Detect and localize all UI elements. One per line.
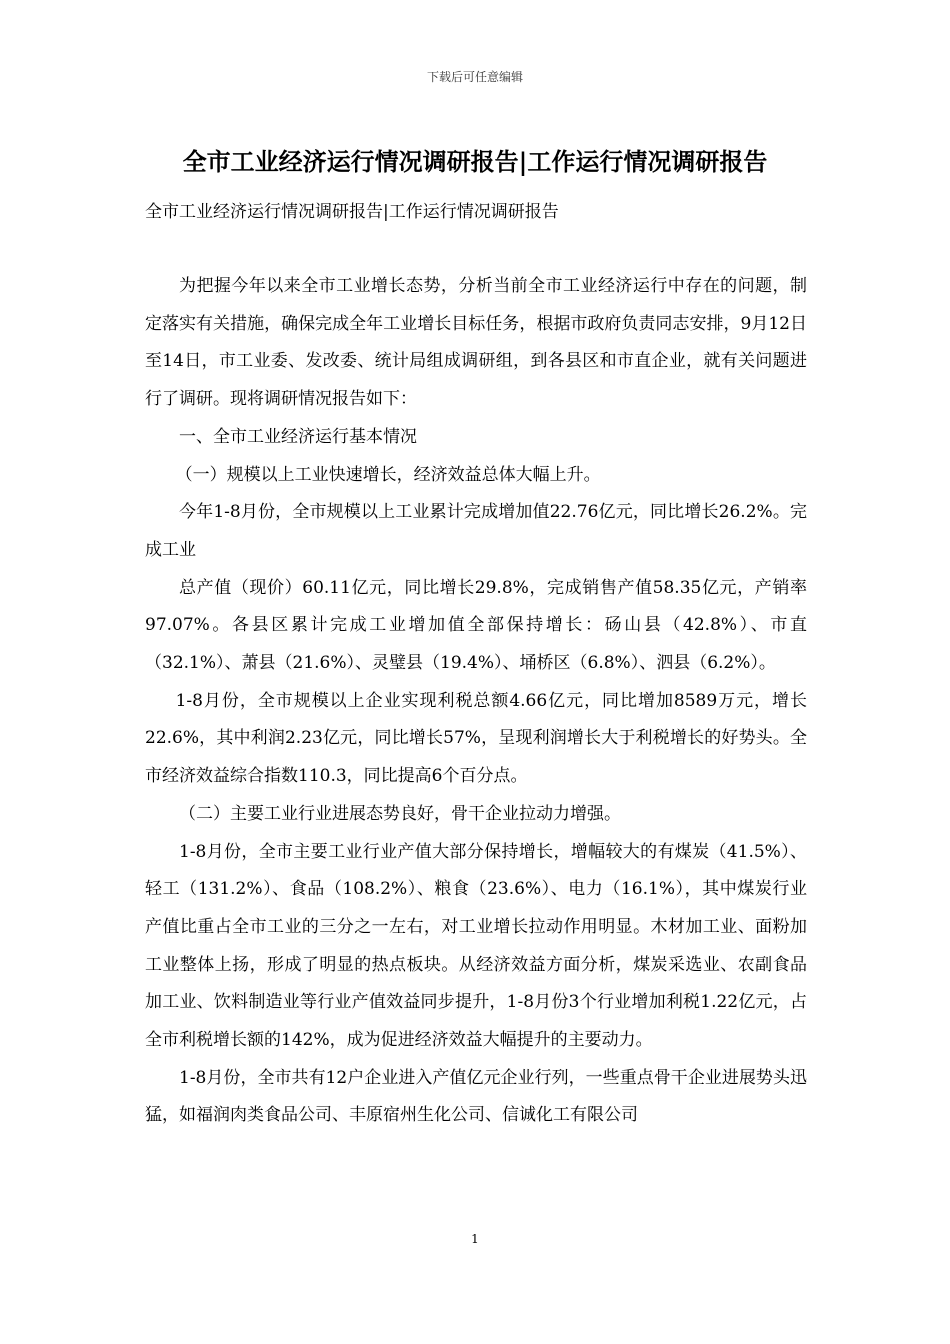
paragraph-1: 今年1-8月份，全市规模以上工业累计完成增加值22.76亿元，同比增长26.2%。完成工业 [145, 502, 807, 560]
header-note: 下载后可任意编辑 [426, 70, 523, 84]
paragraph-3: 1-8月份，全市规模以上企业实现利税总额4.66亿元，同比增加8589万元，增长22.6%，其中利润2.23亿元，同比增长57%，呈现利润增长大于利税增长的好势头。全市经济效益综合指数110.3，同比提高6个百分点。 [145, 690, 807, 787]
paragraph-2: 总产值（现价）60.11亿元，同比增长29.8%，完成销售产值58.35亿元，产销率97.07%。各县区累计完成工业增加值全部保持增长：砀山县（42.8%）、市直（32.1%）、萧县（21.6%）、灵璧县（19.4%）、埇桥区（6.8%）、泗县（6.2%）。 [145, 577, 807, 674]
document-title: 全市工业经济运行情况调研报告|工作运行情况调研报告 [182, 147, 768, 176]
subsection-heading-2: （二）主要工业行业进展态势良好，骨干企业拉动力增强。 [179, 803, 621, 824]
paragraph-intro: 为把握今年以来全市工业增长态势，分析当前全市工业经济运行中存在的问题，制定落实有关措施，确保完成全年工业增长目标任务，根据市政府负责同志安排，9月12日至14日，市工业委、发改委、统计局组成调研组，到各县区和市直企业，就有关问题进行了调研。现将调研情况报告如下： [145, 276, 807, 410]
section-heading-1: 一、全市工业经济运行基本情况 [179, 426, 417, 447]
paragraph-4: 1-8月份，全市主要工业行业产值大部分保持增长，增幅较大的有煤炭（41.5%）、轻工（131.2%）、食品（108.2%）、粮食（23.6%）、电力（16.1%），其中煤炭行业产值比重占全市工业的三分之一左右，对工业增长拉动作用明显。木材加工业、面粉加工业整体上扬，形成了明显的热点板块。从经济效益方面分析，煤炭采选业、农副食品加工业、饮料制造业等行业产值效益同步提升，1-8月份3个行业增加利税1.22亿元，占全市利税增长额的142%，成为促进经济效益大幅提升的主要动力。 [145, 841, 807, 1051]
page-number: 1 [471, 1232, 479, 1246]
document-subtitle: 全市工业经济运行情况调研报告|工作运行情况调研报告 [145, 202, 559, 222]
document-body [145, 268, 807, 1135]
paragraph-5: 1-8月份，全市共有12户企业进入产值亿元企业行列，一些重点骨干企业进展势头迅猛，如福润肉类食品公司、丰原宿州生化公司、信诚化工有限公司 [145, 1067, 807, 1126]
subsection-heading-1: （一）规模以上工业快速增长，经济效益总体大幅上升。 [175, 464, 601, 485]
